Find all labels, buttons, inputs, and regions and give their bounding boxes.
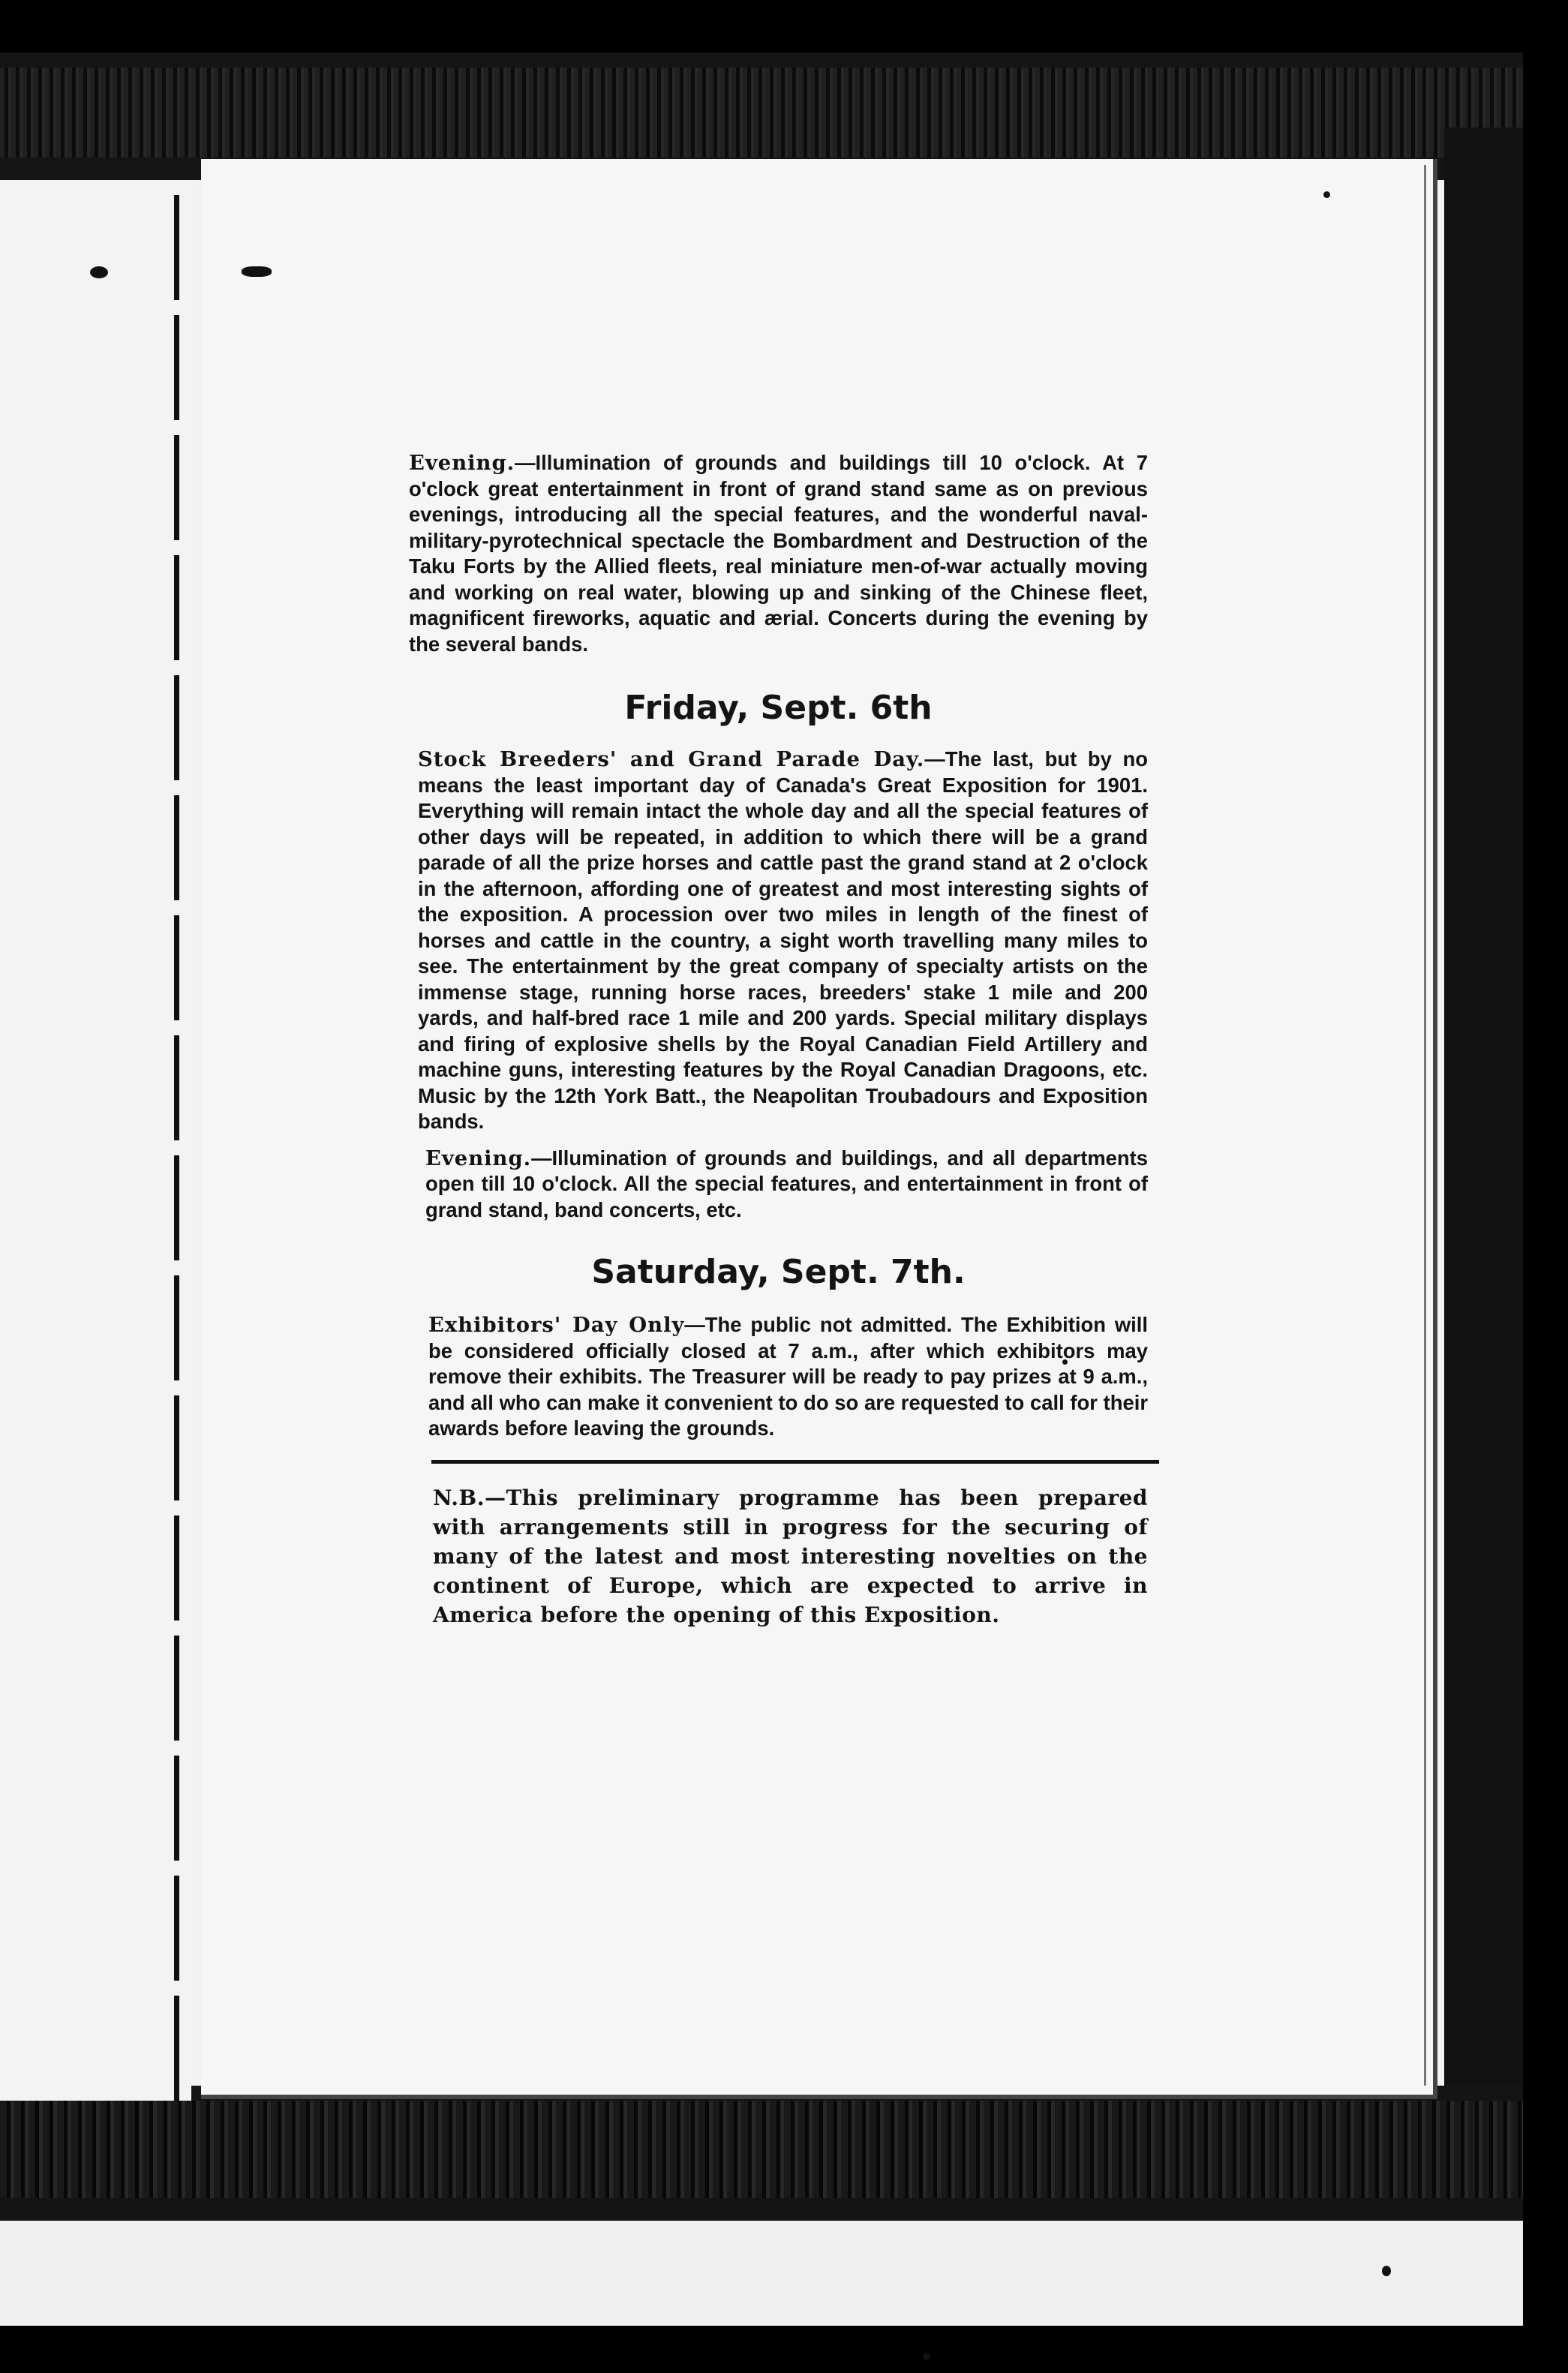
friday-evening-text: —Illumination of grounds and buildings, and all departments open till 10 o'clock. All the special features, and entertainment in front of grand stand, band concerts, etc. [425,1146,1148,1221]
friday-heading: Friday, Sept. 6th [624,689,933,727]
thursday-evening-paragraph [409,450,1148,657]
evening-runin: Evening. [409,451,515,475]
scan-border-right [1444,128,1523,2198]
left-page-edge [0,180,191,2101]
scan-speck [90,266,108,278]
friday-evening-runin: Evening. [425,1146,532,1170]
scan-speck [923,2353,930,2360]
page-content [409,450,1148,1630]
friday-day-text: —The last, but by no means the least important day of Canada's Great Exposition for 1901. Everything will remain intact the whole day and all the special features of other days will be repeated, in addition to which there will be a grand parade of all the prize horses and cattle past the grand stand at 2 o'clock in the afternoon, affording one of greatest and most interesting sights of the exposition. A procession over two miles in length of the finest of horses and cattle in the country, a sight worth travelling many miles to see. The entertainment by the great company of specialty artists on the immense stage, running horse races, breeders' stake 1 mile and 200 yards, and half-bred race 1 mile and 200 yards. Special military displays and firing of explosive shells by the Royal Canadian Field Artillery and machine guns, interesting features by the Royal Canadian Dragoons, etc. Music by the 12th York Batt., the Neapolitan Troubadours and Exposition bands. [418,747,1148,1133]
binding-line [174,195,179,2108]
scan-border-bottom-noise [0,2101,1523,2198]
friday-paragraph [418,746,1148,1135]
saturday-heading: Saturday, Sept. 7th. [591,1253,966,1291]
friday-evening-paragraph [425,1146,1148,1224]
scan-bottom-strip [0,2221,1523,2326]
thursday-evening-text: —Illumination of grounds and buildings till 10 o'clock. At 7 o'clock great entertainment in front of grand stand same as on previous evenings, introducing all the special features, and the wonderful naval-military-pyrotechnical spectacle the Bombardment and Destruction of the Taku Forts by the Allied fleets, real miniature men-of-war actually moving and working on real water, blowing up and sinking of the Chinese fleet, magnificent fireworks, aquatic and ærial. Concerts during the evening by the several bands. [409,451,1148,656]
saturday-paragraph [428,1312,1148,1442]
saturday-text: —The public not admitted. The Exhibition will be considered officially closed at 7 a.m., after which exhibitors may remove their exhibits. The Treasurer will be ready to pay prizes at 9 a.m., and all who can make it convenient to do so are requested to call for their awards before leaving the grounds. [428,1313,1149,1440]
scan-speck [242,266,272,277]
scan-border-top-noise [0,68,1523,158]
nb-note: N.B.—This preliminary programme has been prepared with arrangements still in progress for the securing of many of the latest and most interesting novelties on the continent of Europe, which are expected to arrive in America before the opening of this Exposition. [433,1485,1148,1627]
page-edge-line [1424,165,1426,2086]
scan-speck [1382,2266,1391,2276]
saturday-runin: Exhibitors' Day Only [428,1313,685,1337]
friday-day-runin: Stock Breeders' and Grand Parade Day. [418,747,925,771]
section-divider [431,1460,1159,1464]
scan-speck [1323,191,1330,198]
